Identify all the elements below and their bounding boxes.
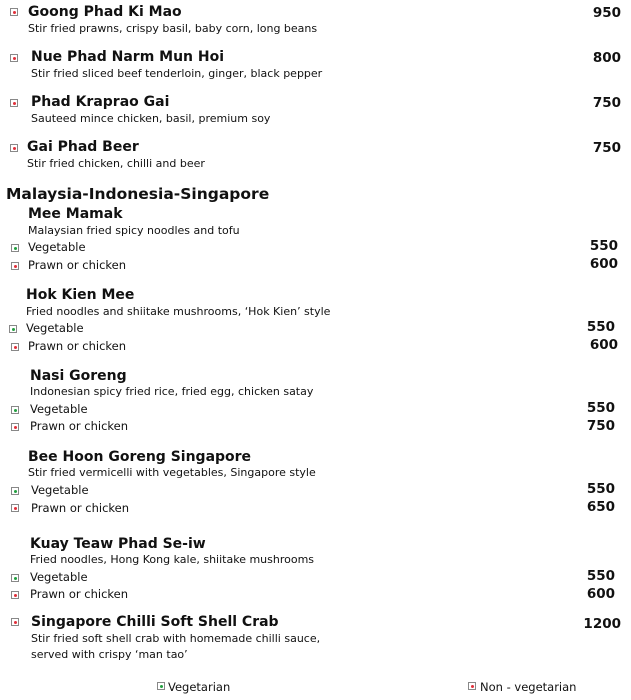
option-label: Prawn or chicken (30, 419, 129, 433)
dish-name: Singapore Chilli Soft Shell Crab (31, 614, 279, 630)
option-label: Vegetable (28, 240, 86, 254)
dish-name: Mee Mamak (28, 206, 123, 222)
non-veg-icon (11, 423, 19, 431)
option-label: Prawn or chicken (28, 258, 127, 272)
dish-name: Nasi Goreng (30, 368, 127, 384)
non-veg-icon (11, 343, 19, 351)
dish-price: 1200 (583, 616, 621, 632)
option-price: 550 (586, 568, 615, 584)
dish-name: Hok Kien Mee (26, 287, 135, 303)
option-label: Vegetable (26, 321, 84, 335)
option-price: 550 (586, 481, 615, 497)
non-veg-icon (10, 99, 18, 107)
veg-icon (11, 244, 19, 252)
option-label: Prawn or chicken (28, 339, 127, 353)
option-price: 600 (589, 256, 618, 272)
dish-price: 950 (592, 5, 621, 21)
dish-description: served with crispy ‘man tao’ (31, 648, 188, 661)
dish-price: 800 (592, 50, 621, 66)
dish-price: 750 (592, 140, 621, 156)
section-title: Malaysia-Indonesia-Singapore (6, 185, 270, 203)
dish-name: Nue Phad Narm Mun Hoi (31, 49, 225, 65)
option-price: 650 (586, 499, 615, 515)
veg-icon (11, 406, 19, 414)
veg-icon (11, 487, 19, 495)
option-price: 550 (589, 238, 618, 254)
option-label: Vegetable (30, 570, 88, 584)
dish-description: Sauteed mince chicken, basil, premium soy (31, 112, 271, 125)
veg-icon (157, 682, 165, 690)
legend-veg-label: Vegetarian (168, 680, 231, 694)
option-label: Vegetable (30, 402, 88, 416)
dish-description: Stir fried chicken, chilli and beer (27, 157, 205, 170)
option-price: 550 (586, 319, 615, 335)
dish-description: Stir fried sliced beef tenderloin, ginger, black pepper (31, 67, 323, 80)
veg-icon (9, 325, 17, 333)
non-veg-icon (468, 682, 476, 690)
non-veg-icon (11, 262, 19, 270)
dish-name: Goong Phad Ki Mao (28, 4, 182, 20)
veg-icon (11, 574, 19, 582)
non-veg-icon (11, 591, 19, 599)
dish-price: 750 (592, 95, 621, 111)
option-label: Prawn or chicken (31, 501, 130, 515)
non-veg-icon (11, 504, 19, 512)
dish-name: Phad Kraprao Gai (31, 94, 170, 110)
option-price: 600 (589, 337, 618, 353)
dish-description: Stir fried prawns, crispy basil, baby corn, long beans (28, 22, 318, 35)
option-price: 600 (586, 586, 615, 602)
non-veg-icon (10, 8, 18, 16)
dish-description: Stir fried soft shell crab with homemade chilli sauce, (31, 632, 321, 645)
legend-nonveg-label: Non - vegetarian (480, 680, 577, 694)
dish-name: Bee Hoon Goreng Singapore (28, 449, 252, 465)
non-veg-icon (11, 618, 19, 626)
option-price: 550 (586, 400, 615, 416)
dish-name: Kuay Teaw Phad Se-iw (30, 536, 206, 552)
option-label: Vegetable (31, 483, 89, 497)
dish-description: Malaysian fried spicy noodles and tofu (28, 224, 240, 237)
dish-name: Gai Phad Beer (27, 139, 139, 155)
non-veg-icon (10, 144, 18, 152)
dish-description: Indonesian spicy fried rice, fried egg, chicken satay (30, 385, 314, 398)
dish-description: Fried noodles and shiitake mushrooms, ‘Hok Kien’ style (26, 305, 331, 318)
non-veg-icon (10, 54, 18, 62)
option-label: Prawn or chicken (30, 587, 129, 601)
option-price: 750 (586, 418, 615, 434)
dish-description: Fried noodles, Hong Kong kale, shiitake mushrooms (30, 553, 315, 566)
dish-description: Stir fried vermicelli with vegetables, Singapore style (28, 466, 316, 479)
